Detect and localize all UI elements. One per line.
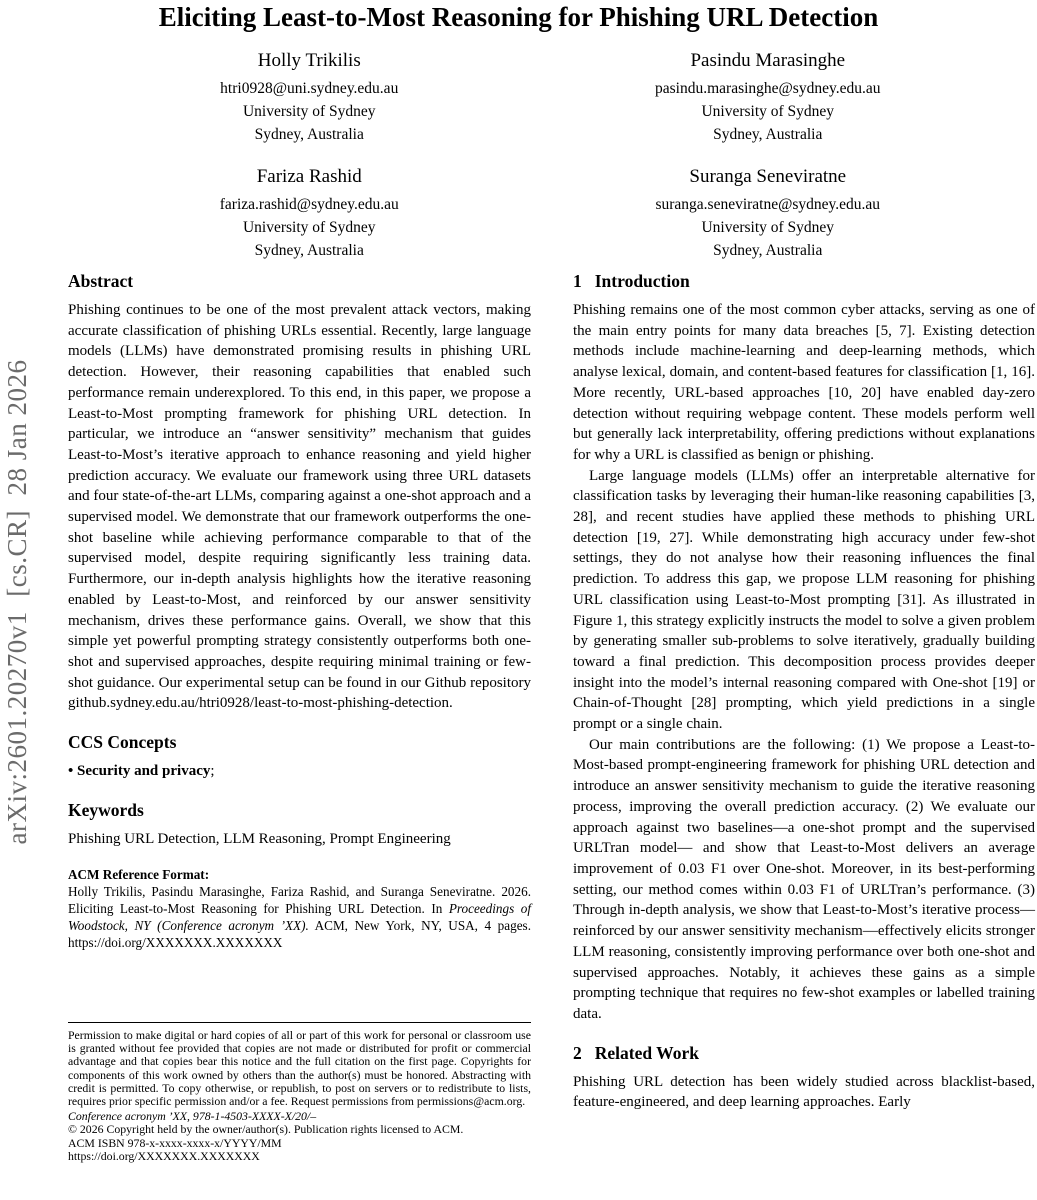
author-block xyxy=(80,50,997,262)
footnote-rule xyxy=(68,1022,531,1023)
author-email: htri0928@uni.sydney.edu.au xyxy=(220,80,399,97)
acm-reference-venue: Proceedings of Woodstock, NY (Conference acronym ’XX). xyxy=(68,900,532,933)
author-location: Sydney, Australia xyxy=(254,242,364,259)
ccs-suffix: ; xyxy=(210,763,215,780)
author-affiliation: University of Sydney xyxy=(242,219,376,236)
author-email: fariza.rashid@sydney.edu.au xyxy=(219,196,399,213)
author-affiliation: University of Sydney xyxy=(701,219,835,236)
author-card xyxy=(80,50,539,146)
acm-reference-part1: Holly Trikilis, Pasindu Marasinghe, Fariza Rashid, and Suranga Seneviratne. 2026. Eliciting Least-to-Most Reasoning for Phishing URL Detection. In xyxy=(68,884,531,916)
isbn-line: ACM ISBN 978-x-xxxx-xxxx-x/YYYY/MM xyxy=(68,1135,282,1150)
acm-reference-heading: ACM Reference Format: xyxy=(68,867,210,883)
intro-paragraph-2: Large language models (LLMs) offer an interpretable alternative for classification tasks by leveraging their human-like reasoning capabilities [3, 28], and recent studies have applied these methods to phishing URL detection [19, 27]. While demonstrating high accuracy under few-shot settings, they do not analyse how their reasoning influences the final prediction. To address this gap, we propose LLM reasoning for phishing URL classification using Least-to-Most prompting [31]. As illustrated in Figure 1, this strategy explicitly instructs the model to solve a given problem by generating smaller sub-problems to solve iteratively, gradually building toward a final prediction. This decomposition process provides deeper insight into the model’s internal reasoning compared with One-shot [19] or Chain-of-Thought [28] prompting, which yield predictions in a single prompt or a single chain. xyxy=(573,467,1035,733)
author-name: Holly Trikilis xyxy=(257,50,361,71)
author-card xyxy=(80,166,539,262)
github-repo-link[interactable]: github.sydney.edu.au/htri0928/least-to-most-phishing-detection xyxy=(68,695,450,712)
section-title: Introduction xyxy=(594,271,690,291)
acm-reference-text xyxy=(68,884,531,952)
author-card xyxy=(539,166,998,262)
ccs-heading: CCS Concepts xyxy=(68,732,177,753)
acm-reference-part3: ACM, New York, NY, USA, 4 pages. xyxy=(308,917,531,933)
author-location: Sydney, Australia xyxy=(713,242,823,259)
copyright-footnote xyxy=(68,1022,531,1163)
author-email: suranga.seneviratne@sydney.edu.au xyxy=(655,196,881,213)
copyright-line: © 2026 Copyright held by the owner/author(s). Publication rights licensed to ACM. xyxy=(68,1122,464,1137)
acm-reference-doi-link[interactable]: https://doi.org/XXXXXXX.XXXXXXX xyxy=(68,934,283,950)
abstract-body: Phishing continues to be one of the most prevalent attack vectors, making accurate classification of phishing URLs essential. Recently, large language models (LLMs) have demonstrated promising results in phishing URL detection. However, their reasoning capabilities that enabled such performance remain underexplored. To this end, in this paper, we propose a Least-to-Most prompting framework for phishing URL detection. In particular, we introduce an “answer sensitivity” mechanism that guides Least-to-Most’s iterative approach to enhance reasoning and yield higher prediction accuracy. We evaluate our framework using three URL datasets and four state-of-the-art LLMs, comparing against a one-shot approach and a supervised model. We demonstrate that our framework outperforms the one-shot baseline while achieving performance comparable to that of the supervised model, despite requiring significantly less training data. Furthermore, our in-depth analysis highlights how the iterative reasoning enabled by Least-to-Most, and reinforced by our answer sensitivity mechanism, drives these performance gains. Overall, we show that this simple yet powerful prompting strategy consistently outperforms both one-shot and supervised approaches, despite requiring minimal training or few-shot guidance. Our experimental setup can be found in our Github repository xyxy=(68,302,531,691)
permission-text: Permission to make digital or hard copies of all or part of this work for personal or classroom use is granted without fee provided that copies are not made or distributed for profit or commercial advantage and that copies bear this notice and the full citation on the first page. Copyrights for components of this work owned by others than the author(s) must be honored. Abstracting with credit is permitted. To copy otherwise, or republish, to post on servers or to redistribute to lists, requires prior specific permission and/or a fee. Request permissions from permissions@acm.org. xyxy=(68,1028,531,1109)
intro-paragraph-3: Our main contributions are the following: (1) We propose a Least-to-Most-based prompt-engineering framework for phishing URL detection and introduce an answer sensitivity mechanism to guide the iterative reasoning process, improving the overall prediction accuracy. (2) We evaluate our approach against two baselines—a one-shot prompt and the supervised URLTran model— and show that Least-to-Most delivers an average improvement of 0.03 F1 over One-shot. Moreover, in its best-performing setting, our method comes within 0.03 F1 of URLTran’s performance. (3) Through in-depth analysis, we show that Least-to-Most’s iterative process—reinforced by our answer sensitivity mechanism—effectively elicits stronger LLM reasoning, consistently improving performance over both one-shot and supervised approaches. Notably, it achieves these gains as a simple prompting technique that requires no few-shot examples or labelled training data. xyxy=(573,736,1035,1022)
keywords-heading: Keywords xyxy=(68,800,144,821)
author-name: Fariza Rashid xyxy=(256,166,362,187)
ccs-concepts xyxy=(68,761,531,782)
section-heading-related-work xyxy=(573,1043,1035,1064)
author-name: Suranga Seneviratne xyxy=(689,166,847,187)
section-heading-introduction xyxy=(573,271,1035,292)
conference-line: Conference acronym ’XX, 978-1-4503-XXXX-X/20/– xyxy=(68,1109,317,1124)
paper-title: Eliciting Least-to-Most Reasoning for Phishing URL Detection xyxy=(158,2,879,32)
arxiv-banner: arXiv:2601.20270v1 [cs.CR] 28 Jan 2026 xyxy=(2,359,32,845)
related-work-paragraph-1: Phishing URL detection has been widely studied across blacklist-based, feature-engineered, and deep learning approaches. Early xyxy=(573,1073,1035,1111)
keywords-text: Phishing URL Detection, LLM Reasoning, Prompt Engineering xyxy=(68,831,451,848)
ccs-concept: Security and privacy xyxy=(77,763,211,780)
abstract-text xyxy=(68,300,531,714)
author-name: Pasindu Marasinghe xyxy=(690,50,846,71)
right-column xyxy=(573,271,1035,1113)
acm-reference-block xyxy=(68,866,531,952)
abstract-suffix: . xyxy=(449,695,453,712)
section-title: Related Work xyxy=(594,1042,699,1063)
ccs-bullet: • xyxy=(68,763,74,780)
intro-paragraph-1: Phishing remains one of the most common cyber attacks, serving as one of the main entry points for many data breaches [5, 7]. Existing detection methods include machine-learning and deep-learning methods, which analyse lexical, domain, and content-based features for classification [1, 16]. More recently, URL-based approaches [10, 20] have enabled day-zero detection without requiring webpage content. These models perform well but generally lack interpretability, offering predictions without explanations for why a URL is classified as benign or phishing. xyxy=(573,302,1035,463)
left-column xyxy=(68,271,531,952)
author-location: Sydney, Australia xyxy=(254,126,364,143)
author-affiliation: University of Sydney xyxy=(701,103,835,120)
section-number: 2 xyxy=(573,1042,582,1063)
author-email: pasindu.marasinghe@sydney.edu.au xyxy=(655,80,881,97)
section-number: 1 xyxy=(573,271,582,291)
abstract-heading: Abstract xyxy=(68,271,134,291)
author-location: Sydney, Australia xyxy=(713,126,823,143)
footnote-doi-link[interactable]: https://doi.org/XXXXXXX.XXXXXXX xyxy=(68,1148,260,1163)
author-affiliation: University of Sydney xyxy=(242,103,376,120)
author-card xyxy=(539,50,998,146)
